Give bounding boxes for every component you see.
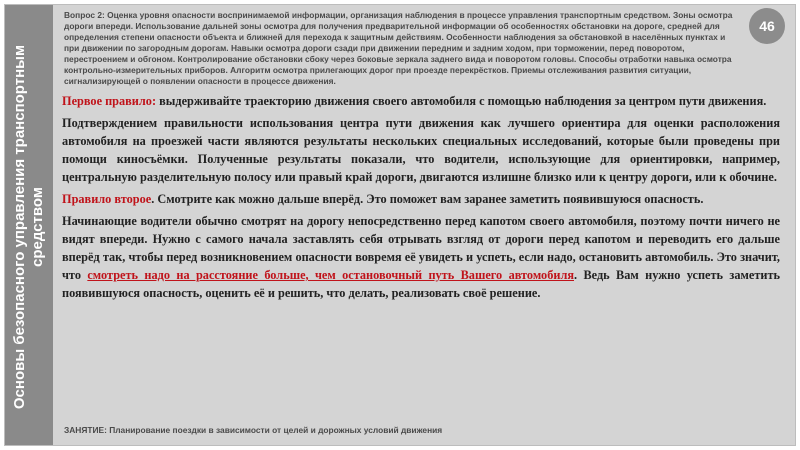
rule-two-paragraph xyxy=(62,190,780,208)
page-number-badge: 46 xyxy=(749,8,785,44)
rule-one-label: Первое правило: xyxy=(62,94,157,108)
paragraph-one: Подтверждением правильности использования центра пути движения как лучшего ориентира для оценки расположения автомобиля на проезжей части являются результаты нескольких специальных исследований, которые были проведены при помощи киносъёмки. Полученные результаты показали, что водители, использующие для ориентировки, например, центральную разделительную полосу или правый край дороги, двигаются излишне близко или к центру дороги, или к обочине. xyxy=(62,116,780,184)
paragraph-two-start: Начинающие водители обычно смотрят на дорогу непосредственно перед капотом своего автомобиля, поэтому почти ничего не видят впереди. Нужно с самого начала заставлять себя отрывать взгляд от дороги перед капотом и переводить его дальше вперёд так, чтобы перед возникновением опасности вовремя её увидеть и успеть, если надо, остановить автомобиль. Это значит, что xyxy=(62,214,780,282)
rule-two-text: . Смотрите как можно дальше вперёд. Это поможет вам заранее заметить появившуюся опасность. xyxy=(151,192,704,206)
paragraph-two xyxy=(62,212,780,302)
main-content xyxy=(62,92,780,306)
sidebar-title: Основы безопасного управления транспортным средством xyxy=(11,44,46,410)
footer-text: Планирование поездки в зависимости от целей и дорожных условий движения xyxy=(106,425,443,435)
sidebar xyxy=(5,5,53,445)
footer xyxy=(64,425,764,435)
question-header: Вопрос 2: Оценка уровня опасности воспринимаемой информации, организация наблюдения в процессе управления транспортным средством. Зоны осмотра дороги впереди. Использование дальней зоны осмотра для получения предварительной информации об особенностях обстановки на дороге, средней для определения степени опасности объекта и ближней для перехода к защитным действиям. Особенности наблюдения за обстановкой в населённых пунктах и при движении по загородным дорогам. Навыки осмотра дороги сзади при движении передним и задним ходом, при торможении, перед поворотом, перестроением и обгоном. Контролирование обстановки сбоку через боковые зеркала заднего вида и поворотом головы. Способы отработки навыка осмотра контрольно-измерительных приборов. Алгоритм осмотра прилегающих дорог при проезде перекрёстков. Приемы отслеживания развития ситуации, сигнализирующей о появлении опасности в процессе движения. xyxy=(64,10,733,86)
paragraph-two-highlight: смотреть надо на расстояние больше, чем остановочный путь Вашего автомобиля xyxy=(87,268,574,282)
footer-label: ЗАНЯТИЕ: xyxy=(64,425,107,435)
rule-one-paragraph xyxy=(62,92,780,110)
rule-two-label: Правило второе xyxy=(62,192,152,206)
rule-one-text: выдерживайте траекторию движения своего автомобиля с помощью наблюдения за центром пути движения. xyxy=(156,94,767,108)
paragraph-two-end: . Ведь Вам нужно успеть заметить появившуюся опасность, оценить её и решить, что делать, реализовать своё решение. xyxy=(62,268,780,300)
